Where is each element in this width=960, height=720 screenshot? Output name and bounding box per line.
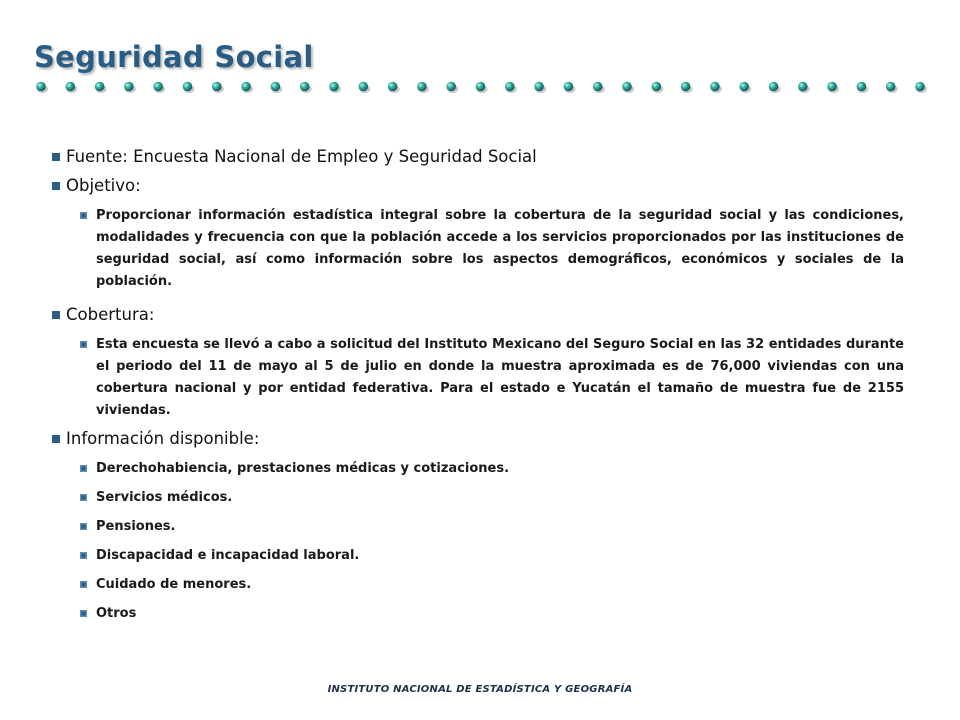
section-heading-fuente	[52, 147, 904, 166]
page-title: Seguridad Social	[34, 40, 314, 74]
list-item	[80, 603, 904, 625]
square-bullet-icon	[80, 523, 87, 530]
decorative-dot	[329, 82, 339, 92]
decorative-dot	[300, 82, 310, 92]
list-item	[80, 205, 904, 293]
section-heading-text: Objetivo:	[66, 176, 141, 195]
decorative-dot	[622, 82, 632, 92]
decorative-dot	[915, 82, 925, 92]
decorative-dot	[798, 82, 808, 92]
decorative-dot	[417, 82, 427, 92]
list-item	[80, 334, 904, 422]
square-bullet-icon	[80, 465, 87, 472]
decorative-dot	[534, 82, 544, 92]
section-heading-cobertura	[52, 305, 904, 324]
decorative-dot	[681, 82, 691, 92]
list-item-text: Otros	[96, 606, 137, 621]
section-heading-text: Cobertura:	[66, 305, 155, 324]
decorative-dot	[388, 82, 398, 92]
list-item-text: Discapacidad e incapacidad laboral.	[96, 548, 360, 563]
decorative-dot	[505, 82, 515, 92]
decorative-dot	[271, 82, 281, 92]
square-bullet-icon	[52, 182, 60, 190]
section-heading-objetivo	[52, 176, 904, 195]
list-item-text: Proporcionar información estadística integral sobre la cobertura de la seguridad social y las condiciones, modalidades y frecuencia con que la población accede a los servicios proporcionados por las instituciones de seguridad social, así como información sobre los aspectos demográficos, económicos y sociales de la población.	[96, 208, 904, 289]
decorative-dot	[183, 82, 193, 92]
decorative-dot	[66, 82, 76, 92]
decorative-dot	[710, 82, 720, 92]
list-item	[80, 487, 904, 509]
section-heading-text: Información disponible:	[66, 429, 260, 448]
decorative-dot	[827, 82, 837, 92]
list-item	[80, 545, 904, 567]
footer-institution: INSTITUTO NACIONAL DE ESTADÍSTICA Y GEOGRAFÍA	[327, 684, 633, 695]
list-item-text: Derechohabiencia, prestaciones médicas y cotizaciones.	[96, 461, 510, 476]
decorative-dot	[446, 82, 456, 92]
square-bullet-icon	[80, 212, 87, 219]
list-item	[80, 458, 904, 480]
square-bullet-icon	[80, 552, 87, 559]
list-item	[80, 516, 904, 538]
decorative-dot	[739, 82, 749, 92]
decorative-dot	[153, 82, 163, 92]
slide-content	[52, 147, 904, 632]
decorative-dot-row	[34, 80, 934, 94]
square-bullet-icon	[52, 435, 60, 443]
section-heading-informacion	[52, 429, 904, 448]
decorative-dot	[36, 82, 46, 92]
decorative-dot	[95, 82, 105, 92]
decorative-dot	[359, 82, 369, 92]
decorative-dot	[593, 82, 603, 92]
list-item	[80, 574, 904, 596]
decorative-dot	[212, 82, 222, 92]
decorative-dot	[476, 82, 486, 92]
square-bullet-icon	[80, 581, 87, 588]
square-bullet-icon	[52, 311, 60, 319]
decorative-dot	[886, 82, 896, 92]
square-bullet-icon	[80, 341, 87, 348]
decorative-dot	[124, 82, 134, 92]
list-item-text: Servicios médicos.	[96, 490, 233, 505]
square-bullet-icon	[80, 494, 87, 501]
decorative-dot	[769, 82, 779, 92]
list-item-text: Cuidado de menores.	[96, 577, 252, 592]
square-bullet-icon	[52, 153, 60, 161]
list-item-text: Pensiones.	[96, 519, 176, 534]
decorative-dot	[564, 82, 574, 92]
decorative-dot	[857, 82, 867, 92]
section-heading-text: Fuente: Encuesta Nacional de Empleo y Seguridad Social	[66, 147, 537, 166]
decorative-dot	[652, 82, 662, 92]
list-item-text: Esta encuesta se llevó a cabo a solicitud del Instituto Mexicano del Seguro Social en las 32 entidades durante el periodo del 11 de mayo al 5 de julio en donde la muestra aproximada es de 76,000 viviendas con una cobertura nacional y por entidad federativa. Para el estado e Yucatán el tamaño de muestra fue de 2155 viviendas.	[96, 337, 904, 418]
decorative-dot	[241, 82, 251, 92]
square-bullet-icon	[80, 610, 87, 617]
